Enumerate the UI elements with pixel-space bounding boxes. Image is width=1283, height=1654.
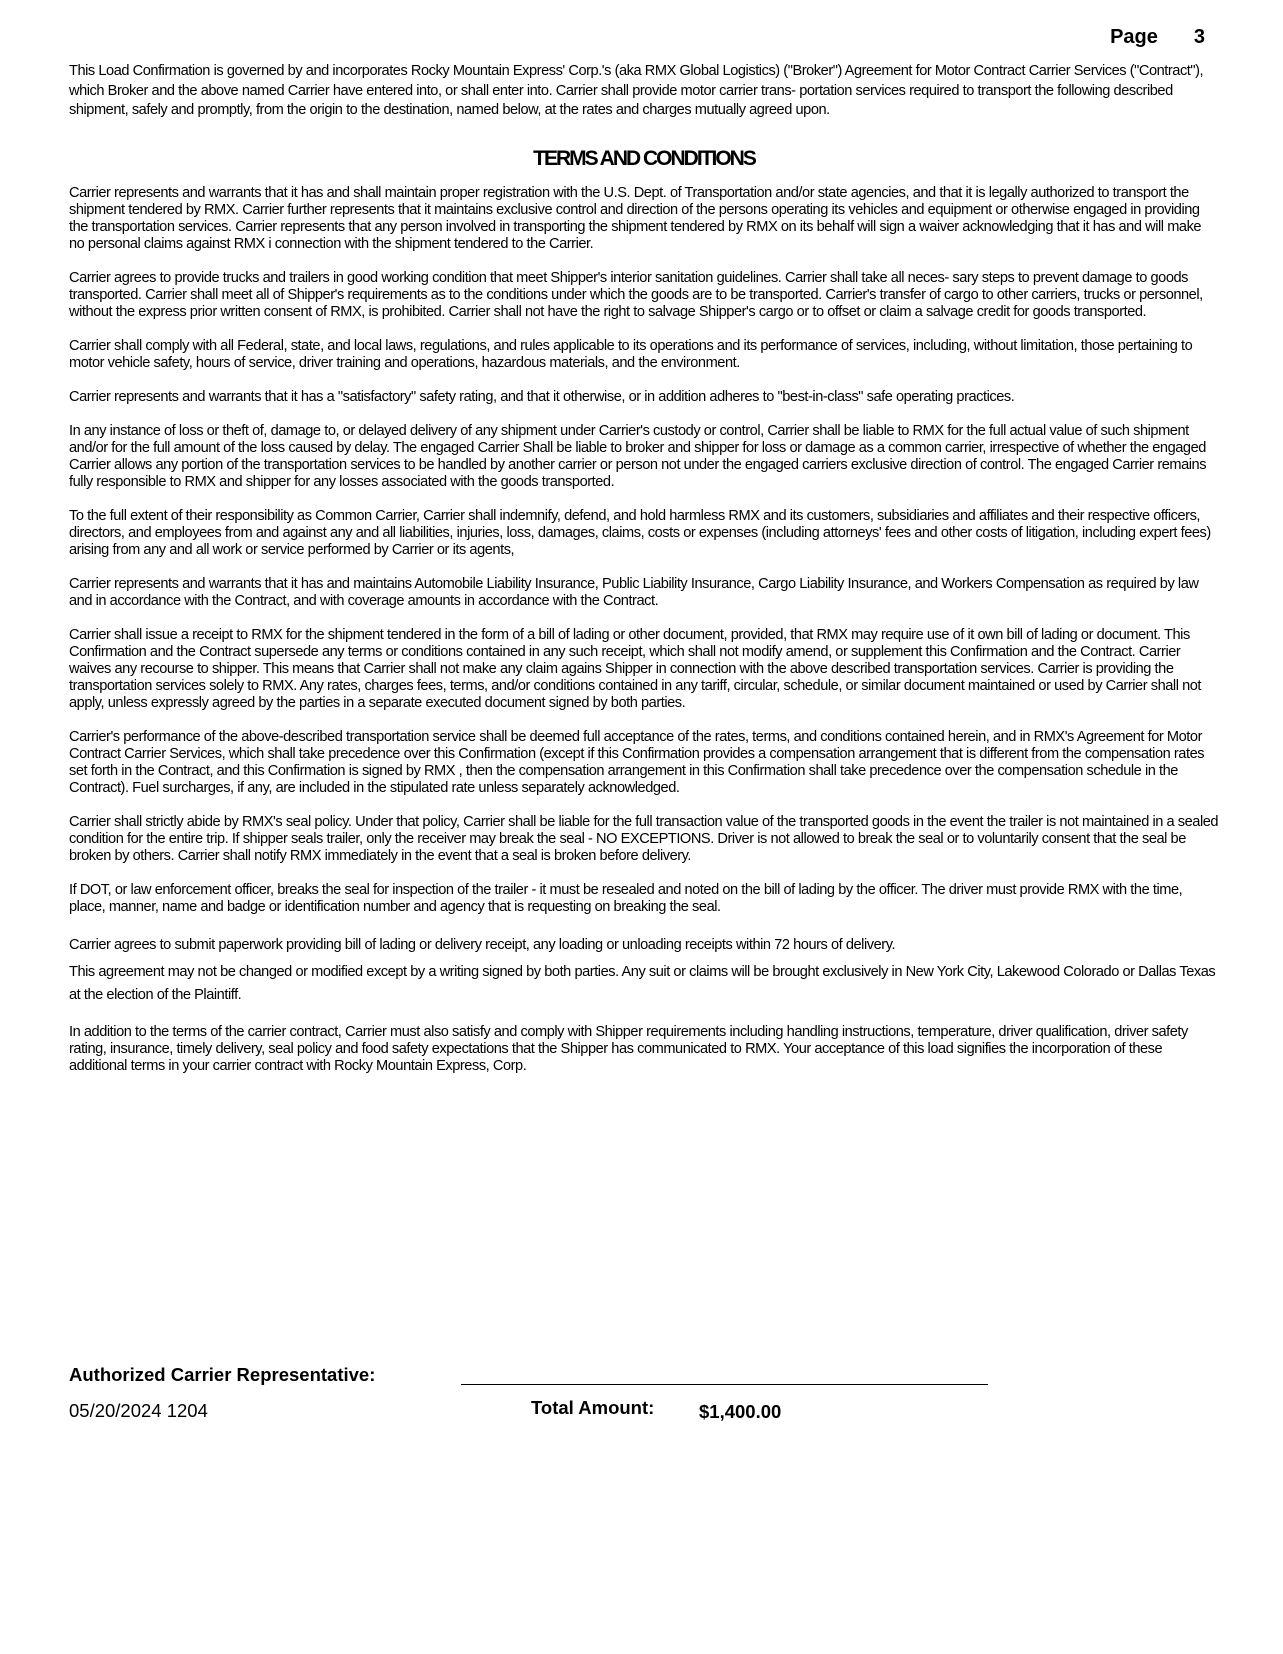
term-paragraph: Carrier agrees to submit paperwork providing bill of lading or delivery receipt, any loading or unloading receipts within 72 hours of delivery. (69, 936, 896, 953)
total-amount-value: $1,400.00 (699, 1401, 782, 1422)
term-paragraph: To the full extent of their responsibility as Common Carrier, Carrier shall indemnify, defend, and hold harmless RMX and its customers, subsidiaries and affiliates and their respective officers, directors, and employees from and against any and all liabilities, injuries, loss, damages, claims, costs or expenses (including attorneys' fees and other costs of litigation, including expert fees) arising from any and all work or service performed by Carrier or its agents, (69, 507, 1211, 558)
term-paragraph: In addition to the terms of the carrier contract, Carrier must also satisfy and comply with Shipper requirements including handling instructions, temperature, driver qualification, driver safety rating, insurance, timely delivery, seal policy and food safety expectations that the Shipper has communicated to RMX. Your acceptance of this load signifies the incorporation of these additional terms in your carrier contract with Rocky Mountain Express, Corp. (69, 1023, 1188, 1074)
date-time: 05/20/2024 1204 (69, 1400, 208, 1421)
terms-list (69, 185, 1219, 1075)
term-paragraph: Carrier shall issue a receipt to RMX for the shipment tendered in the form of a bill of lading or other document, provided, that RMX may require use of it own bill of lading or document. This Confirmation and the Contract supersede any terms or conditions contained in any such receipt, which shall not modify amend, or supplement this Confirmation and the Contract. Carrier waives any recourse to shipper. This means that Carrier shall not make any claim agains Shipper in connection with the above described transportation services. Carrier is providing the transportation services solely to RMX. Any rates, charges fees, terms, and/or conditions contained in any tariff, circular, schedule, or similar document maintained or used by Carrier shall not apply, unless expressly agreed by the parties in a separate executed document signed by both parties. (69, 626, 1202, 711)
term-paragraph: Carrier represents and warrants that it has a "satisfactory" safety rating, and that it otherwise, or in addition adheres to "best-in-class" safe operating practices. (69, 388, 1015, 405)
term-paragraph: Carrier shall strictly abide by RMX's seal policy. Under that policy, Carrier shall be liable for the full transaction value of the transported goods in the event the trailer is not maintained in a sealed condition for the entire trip. If shipper seals trailer, only the receiver may break the seal - NO EXCEPTIONS. Driver is not allowed to break the seal or to voluntarily consent that the seal be broken by others. Carrier shall notify RMX immediately in the event that a seal is broken before delivery. (69, 813, 1219, 864)
signature-block (69, 1364, 1219, 1424)
page-label: Page (1110, 26, 1158, 48)
term-paragraph: Carrier agrees to provide trucks and trailers in good working condition that meet Shipper's interior sanitation guidelines. Carrier shall take all neces- sary steps to prevent damage to goods transported. Carrier shall meet all of Shipper's requirements as to the conditions under which the goods are to be transported. Carrier's transfer of cargo to other carriers, trucks or personnel, without the express prior written consent of RMX, is prohibited. Carrier shall not have the right to salvage Shipper's cargo or to offset or claim a salvage credit for goods transported. (69, 269, 1203, 320)
signature-label: Authorized Carrier Representative: (69, 1364, 376, 1385)
term-paragraph: Carrier represents and warrants that it has and maintains Automobile Liability Insurance, Public Liability Insurance, Cargo Liability Insurance, and Workers Compensation as required by law and in accordance with the Contract, and with coverage amounts in accordance with the Contract. (69, 575, 1199, 609)
terms-heading: TERMS AND CONDITIONS (533, 146, 755, 170)
intro-paragraph: This Load Confirmation is governed by and incorporates Rocky Mountain Express' Corp.'s (aka RMX Global Logistics) ("Broker") Agreement for Motor Contract Carrier Services ("Contract"), which Broker and the above named Carrier have entered into, or shall enter into. Carrier shall provide motor carrier trans- portation services required to transport the following described shipment, safely and promptly, from the origin to the destination, named below, at the rates and charges mutually agreed upon. (69, 63, 1204, 118)
term-paragraph: In any instance of loss or theft of, damage to, or delayed delivery of any shipment under Carrier's custody or control, Carrier shall be liable to RMX for the full actual value of such shipment and/or for the full amount of the loss caused by delay. The engaged Carrier Shall be liable to broker and shipper for loss or damage as a common carrier, irrespective of whether the engaged Carrier allows any portion of the transportation services to be handled by another carrier or person not under the engaged carriers exclusive direction of control. The engaged Carrier remains fully responsible to RMX and shipper for any losses associated with the goods transported. (69, 422, 1207, 490)
term-paragraph: If DOT, or law enforcement officer, breaks the seal for inspection of the trailer - it must be resealed and noted on the bill of lading by the officer. The driver must provide RMX with the time, place, manner, name and badge or identification number and agency that is requesting on breaking the seal. (69, 881, 1183, 915)
term-paragraph: Carrier shall comply with all Federal, state, and local laws, regulations, and rules applicable to its operations and its performance of services, including, without limitation, those pertaining to motor vehicle safety, hours of service, driver training and operations, hazardous materials, and the environment. (69, 337, 1193, 371)
term-paragraph: Carrier's performance of the above-described transportation service shall be deemed full acceptance of the rates, terms, and conditions contained herein, and in RMX's Agreement for Motor Contract Carrier Services, which shall take precedence over this Confirmation (except if this Confirmation provides a compensation arrangement that is different from the compensation rates set forth in the Contract, and this Confirmation is signed by RMX , then the compensation arrangement in this Confirmation shall take precedence over the compensation schedule in the Contract). Fuel surcharges, if any, are included in the stipulated rate unless separately acknowledged. (69, 728, 1205, 796)
document-body (69, 62, 1219, 1092)
term-paragraph: Carrier represents and warrants that it has and shall maintain proper registration with the U.S. Dept. of Transportation and/or state agencies, and that it is legally authorized to transport the shipment tendered by RMX. Carrier further represents that it maintains exclusive control and direction of the persons operating its vehicles and equipment or otherwise engaged in providing the transportation services. Carrier represents that any person involved in transporting the shipment tendered by RMX on its behalf will sign a waiver acknowledging that it has and will make no personal claims against RMX i connection with the shipment tendered to the Carrier. (69, 184, 1202, 252)
signature-line (461, 1384, 988, 1385)
total-amount-label: Total Amount: (531, 1397, 655, 1418)
page-number-value: 3 (1193, 26, 1205, 48)
term-paragraph: This agreement may not be changed or modified except by a writing signed by both parties. Any suit or claims will be brought exclusively in New York City, Lakewood Colorado or Dallas Texas at the election of the Plaintiff. (69, 963, 1216, 1003)
page-number (1110, 26, 1205, 49)
